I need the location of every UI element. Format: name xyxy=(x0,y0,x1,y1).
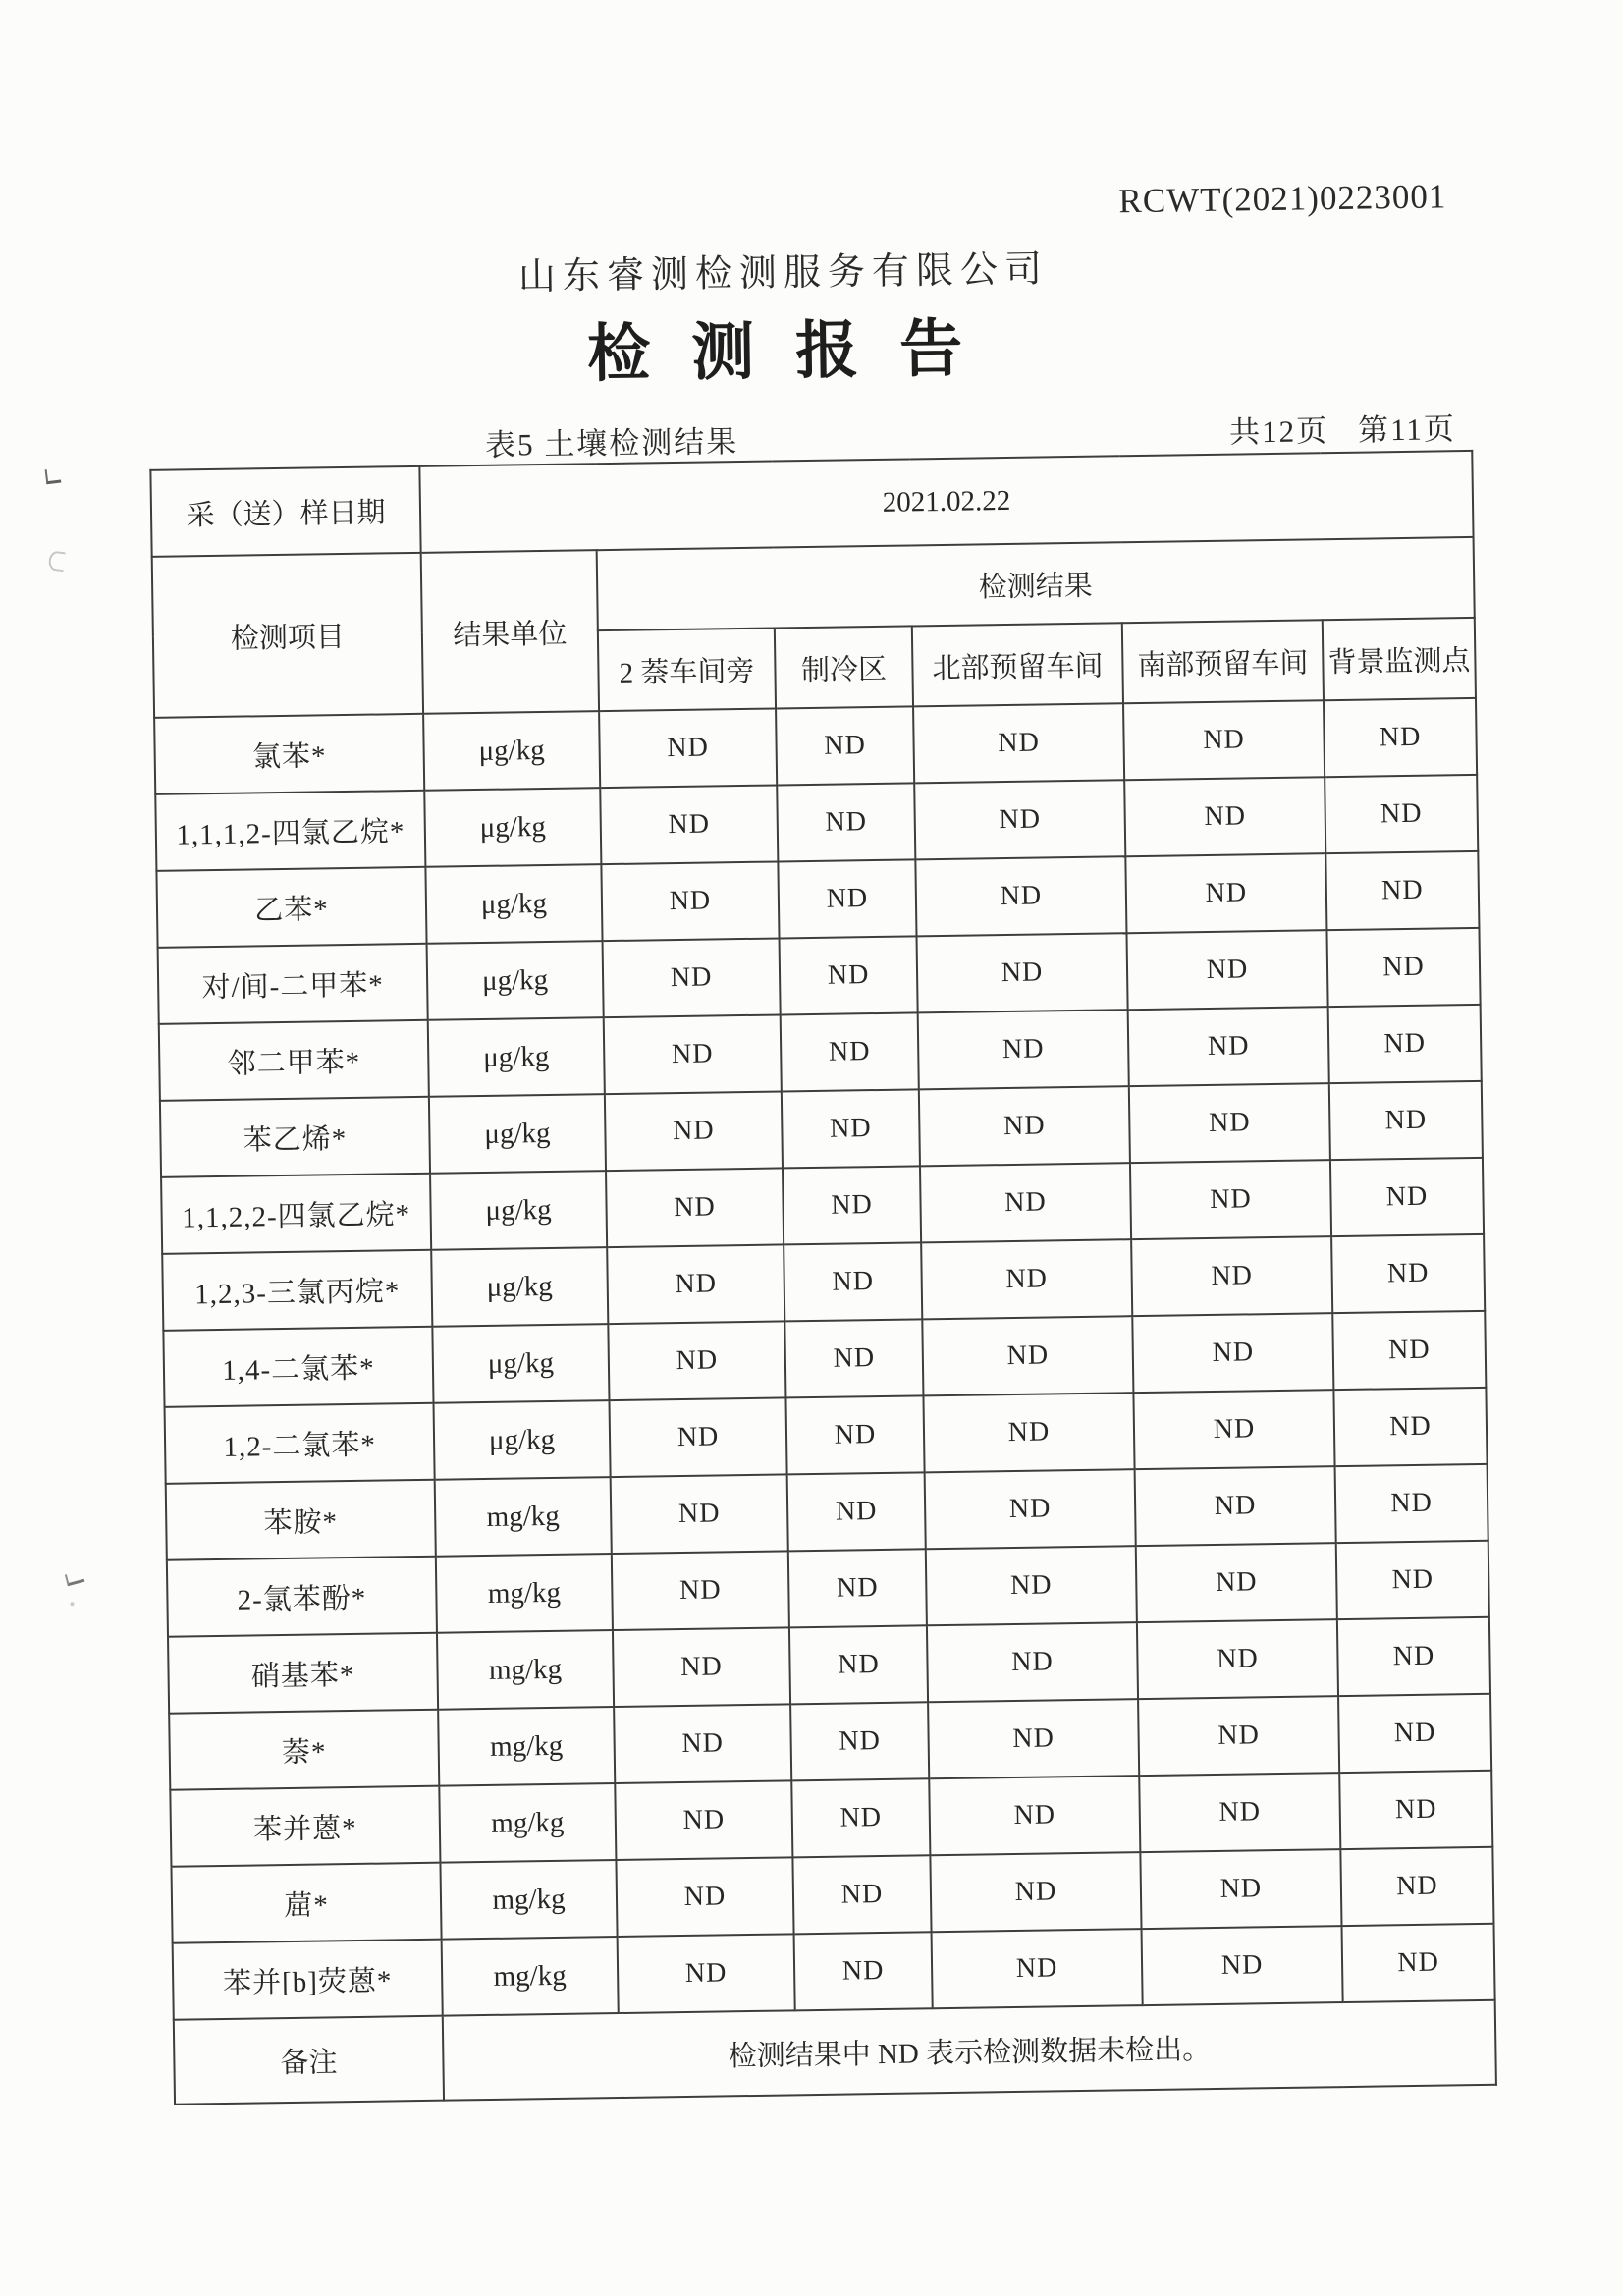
scan-artifact xyxy=(70,1602,74,1606)
unit-cell: mg/kg xyxy=(436,1554,613,1633)
sample-date-label: 采（送）样日期 xyxy=(150,466,420,557)
result-cell: ND xyxy=(612,1551,789,1630)
location-header: 南部预留车间 xyxy=(1122,620,1324,703)
unit-cell: mg/kg xyxy=(442,1937,619,2016)
result-cell: ND xyxy=(1326,928,1480,1007)
result-cell: ND xyxy=(1128,1007,1329,1086)
company-name: 山东睿测检测服务有限公司 xyxy=(517,248,1050,299)
result-cell: ND xyxy=(605,1091,783,1171)
results-table xyxy=(149,450,1497,2105)
analyte-name-cell: 1,2-二氯苯* xyxy=(165,1403,435,1484)
result-cell: ND xyxy=(1138,1696,1339,1776)
analyte-name-cell: 1,2,3-三氯丙烷* xyxy=(162,1250,432,1331)
result-cell: ND xyxy=(932,1929,1143,2008)
result-group-label: 检测结果 xyxy=(597,537,1475,630)
result-cell: ND xyxy=(608,1321,785,1400)
result-cell: ND xyxy=(1336,1541,1489,1619)
result-cell: ND xyxy=(600,785,778,864)
result-cell: ND xyxy=(783,1166,921,1244)
analyte-name-cell: 对/间-二甲苯* xyxy=(158,944,428,1024)
sample-date-value: 2021.02.22 xyxy=(419,451,1473,553)
analyte-name-cell: 2-氯苯酚* xyxy=(167,1557,437,1637)
unit-column-label: 结果单位 xyxy=(421,550,599,714)
analyte-name-cell: 硝基苯* xyxy=(168,1633,438,1714)
unit-cell: μg/kg xyxy=(434,1400,611,1480)
table-caption: 表5 土壤检测结果 xyxy=(484,424,739,463)
scan-artifact xyxy=(45,468,62,485)
analyte-name-cell: 邻二甲苯* xyxy=(159,1020,429,1101)
result-cell: ND xyxy=(1132,1313,1333,1393)
result-cell: ND xyxy=(925,1469,1136,1549)
total-pages-label: 共12页 xyxy=(1228,413,1329,450)
result-cell: ND xyxy=(920,1163,1131,1242)
result-cell: ND xyxy=(1124,777,1325,856)
result-cell: ND xyxy=(603,938,781,1017)
analyte-name-cell: 苯并[b]荧蒽* xyxy=(173,1940,443,2020)
location-header: 背景监测点 xyxy=(1323,618,1476,700)
result-cell: ND xyxy=(791,1778,930,1857)
result-cell: ND xyxy=(1137,1619,1338,1699)
result-cell: ND xyxy=(929,1776,1140,1855)
result-cell: ND xyxy=(1142,1926,1343,2005)
result-cell: ND xyxy=(1339,1771,1492,1849)
result-cell: ND xyxy=(1136,1543,1337,1622)
analyte-name-cell: 乙苯* xyxy=(156,867,426,948)
report-number: RCWT(2021)0223001 xyxy=(1118,177,1447,221)
result-cell: ND xyxy=(919,1086,1130,1166)
result-cell: ND xyxy=(1324,698,1477,777)
result-cell: ND xyxy=(615,1780,792,1860)
unit-cell: μg/kg xyxy=(424,788,601,867)
page-info xyxy=(1229,404,1457,451)
result-cell: ND xyxy=(1135,1466,1336,1546)
current-page-label: 第11页 xyxy=(1357,411,1457,448)
result-cell: ND xyxy=(1329,1081,1483,1160)
result-cell: ND xyxy=(1335,1464,1488,1543)
result-cell: ND xyxy=(1331,1234,1485,1313)
result-cell: ND xyxy=(1325,775,1478,853)
result-cell: ND xyxy=(789,1625,928,1704)
result-cell: ND xyxy=(1133,1390,1334,1469)
analyte-name-cell: 䓛* xyxy=(171,1863,441,1943)
result-cell: ND xyxy=(1140,1849,1341,1929)
result-cell: ND xyxy=(792,1855,931,1934)
result-cell: ND xyxy=(790,1702,929,1780)
result-cell: ND xyxy=(616,1857,793,1937)
result-cell: ND xyxy=(918,1010,1129,1089)
analyte-name-cell: 苯乙烯* xyxy=(160,1097,430,1177)
result-cell: ND xyxy=(1123,700,1325,780)
result-cell: ND xyxy=(1330,1158,1484,1236)
analyte-name-cell: 1,4-二氯苯* xyxy=(163,1327,433,1407)
report-title: 检测报告 xyxy=(586,313,1004,390)
result-cell: ND xyxy=(784,1242,922,1321)
result-cell: ND xyxy=(1333,1388,1487,1466)
analyte-name-cell: 萘* xyxy=(169,1710,439,1790)
result-cell: ND xyxy=(607,1244,784,1324)
unit-cell: μg/kg xyxy=(425,864,602,944)
result-cell: ND xyxy=(1332,1311,1486,1390)
result-cell: ND xyxy=(784,1319,923,1397)
unit-cell: μg/kg xyxy=(429,1094,606,1174)
analyte-name-cell: 1,1,1,2-四氯乙烷* xyxy=(155,791,425,871)
result-cell: ND xyxy=(913,703,1124,783)
result-cell: ND xyxy=(930,1852,1141,1932)
unit-cell: mg/kg xyxy=(440,1860,617,1940)
unit-cell: μg/kg xyxy=(431,1247,608,1327)
analyte-name-cell: 苯胺* xyxy=(166,1480,436,1560)
result-cell: ND xyxy=(609,1397,786,1477)
unit-cell: mg/kg xyxy=(439,1783,616,1863)
result-cell: ND xyxy=(1125,853,1326,933)
result-cell: ND xyxy=(1130,1160,1331,1239)
result-cell: ND xyxy=(794,1932,933,2010)
result-cell: ND xyxy=(780,936,918,1014)
result-cell: ND xyxy=(601,861,779,941)
unit-cell: μg/kg xyxy=(427,941,604,1020)
result-cell: ND xyxy=(926,1546,1137,1625)
unit-cell: mg/kg xyxy=(435,1477,612,1557)
item-column-label: 检测项目 xyxy=(152,553,423,718)
result-cell: ND xyxy=(915,856,1126,936)
result-cell: ND xyxy=(1342,1924,1495,2002)
scan-artifact xyxy=(65,1570,84,1586)
unit-cell: mg/kg xyxy=(438,1707,615,1786)
unit-cell: mg/kg xyxy=(437,1630,614,1710)
result-cell: ND xyxy=(1139,1773,1340,1852)
analyte-name-cell: 苯并蒽* xyxy=(170,1786,440,1867)
result-cell: ND xyxy=(1129,1083,1330,1163)
unit-cell: μg/kg xyxy=(428,1017,605,1097)
location-header: 2 萘车间旁 xyxy=(598,629,776,712)
scan-artifact xyxy=(48,550,66,572)
result-cell: ND xyxy=(781,1012,919,1091)
result-cell: ND xyxy=(618,1934,795,2013)
result-cell: ND xyxy=(778,859,916,938)
result-cell: ND xyxy=(782,1089,920,1168)
result-cell: ND xyxy=(1325,851,1479,930)
result-cell: ND xyxy=(611,1474,788,1554)
result-cell: ND xyxy=(927,1622,1138,1702)
result-cell: ND xyxy=(921,1239,1132,1319)
remark-text: 检测结果中 ND 表示检测数据未检出。 xyxy=(443,2000,1496,2101)
location-header: 制冷区 xyxy=(775,626,913,708)
result-cell: ND xyxy=(604,1014,782,1094)
result-cell: ND xyxy=(914,780,1125,859)
remark-label: 备注 xyxy=(174,2016,444,2105)
analyte-name-cell: 1,1,2,2-四氯乙烷* xyxy=(161,1174,431,1254)
analyte-name-cell: 氯苯* xyxy=(154,714,424,794)
result-cell: ND xyxy=(599,708,777,788)
result-cell: ND xyxy=(923,1393,1134,1472)
result-cell: ND xyxy=(785,1395,924,1474)
result-cell: ND xyxy=(1328,1005,1482,1083)
result-cell: ND xyxy=(1340,1847,1493,1926)
location-header: 北部预留车间 xyxy=(912,623,1123,706)
result-cell: ND xyxy=(1131,1236,1332,1316)
unit-cell: μg/kg xyxy=(423,711,600,791)
result-cell: ND xyxy=(928,1699,1139,1778)
result-cell: ND xyxy=(1338,1694,1491,1773)
result-cell: ND xyxy=(613,1627,790,1707)
unit-cell: μg/kg xyxy=(432,1324,609,1403)
unit-cell: μg/kg xyxy=(430,1171,607,1250)
result-cell: ND xyxy=(1126,930,1327,1010)
result-cell: ND xyxy=(787,1472,926,1551)
result-cell: ND xyxy=(777,783,915,861)
result-cell: ND xyxy=(917,933,1128,1012)
result-cell: ND xyxy=(922,1316,1133,1395)
result-cell: ND xyxy=(614,1704,791,1783)
result-cell: ND xyxy=(606,1168,784,1247)
result-cell: ND xyxy=(788,1549,927,1627)
result-cell: ND xyxy=(1337,1617,1490,1696)
result-cell: ND xyxy=(776,706,914,785)
